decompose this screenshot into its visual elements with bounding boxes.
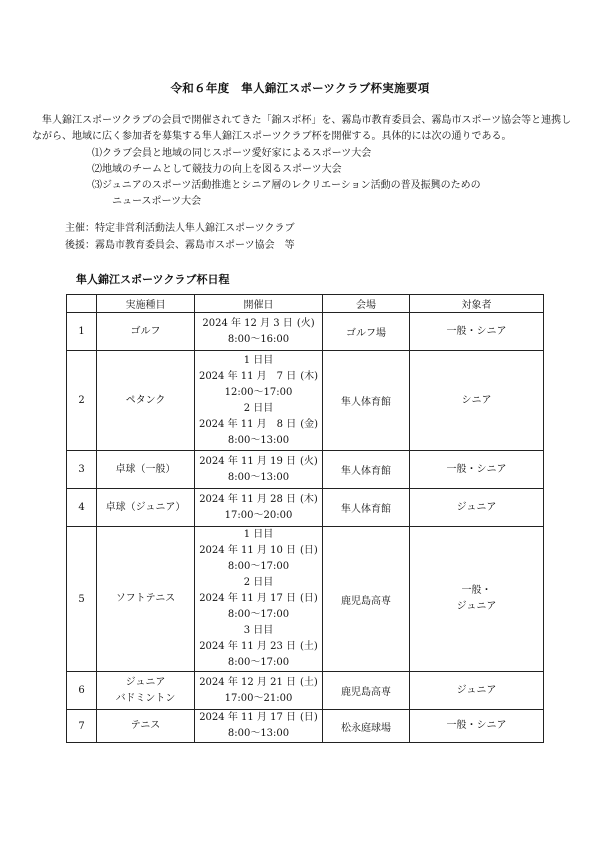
date-cell	[195, 489, 323, 527]
table-row	[67, 313, 544, 351]
schedule-body	[67, 313, 544, 743]
event-date: 2024 年 12 月 3 日	[202, 317, 293, 329]
weekday: (日)	[299, 712, 318, 723]
schedule-table	[66, 294, 544, 743]
event-date: 2024 年 11 月 23 日	[199, 641, 296, 652]
organizer-block	[65, 220, 295, 254]
venue-cell: ゴルフ場	[323, 313, 410, 351]
table-row	[67, 710, 544, 743]
header-event: 実施種目	[97, 295, 195, 313]
weekday: (日)	[299, 593, 318, 604]
row-number: 3	[67, 451, 97, 489]
event-cell	[97, 527, 195, 672]
target-audience: ジュニア	[456, 684, 497, 696]
document-title: 令和６年度 隼人錦江スポーツクラブ杯実施要項	[170, 81, 430, 95]
date-line	[195, 417, 322, 433]
event-time: 8:00～17:00	[227, 657, 290, 668]
target-cell	[410, 451, 544, 489]
row-number: 7	[67, 710, 97, 743]
table-header-row	[67, 295, 544, 313]
row-number: 4	[67, 489, 97, 527]
event-cell	[97, 672, 195, 710]
target-cell	[410, 672, 544, 710]
event-cell	[97, 451, 195, 489]
venue-cell: 鹿児島高専	[323, 672, 410, 710]
event-cell	[97, 710, 195, 743]
organizer: 主催：特定非営利活動法人隼人錦江スポーツクラブ	[65, 223, 295, 234]
event-time: 8:00～16:00	[227, 333, 290, 345]
event-name: ジュニア	[125, 676, 166, 688]
date-line	[195, 591, 322, 607]
weekday: (木)	[300, 370, 319, 382]
purpose-item: ⑶ジュニアのスポーツ活動推進とシニア層のレクリエーション活動の普及振興のための	[92, 180, 481, 191]
event-time: 17:00～20:00	[224, 509, 293, 521]
row-number: 6	[67, 672, 97, 710]
event-time: 8:00～17:00	[227, 609, 290, 620]
target-audience: 一般・シニア	[446, 325, 507, 337]
weekday: (土)	[299, 641, 318, 652]
target-audience: 一般・シニア	[446, 720, 507, 731]
schedule-title: 隼人錦江スポーツクラブ杯日程	[76, 273, 230, 286]
date-line	[195, 316, 322, 332]
weekday: (火)	[299, 455, 318, 467]
venue-cell: 隼人体育館	[323, 489, 410, 527]
date-cell	[195, 672, 323, 710]
event-name: ペタンク	[125, 394, 166, 406]
purpose-item-continuation: ニュースポーツ大会	[112, 196, 202, 207]
target-audience: ジュニア	[456, 601, 497, 612]
date-line	[195, 492, 322, 508]
target-cell	[410, 351, 544, 451]
weekday: (火)	[296, 317, 315, 329]
event-date: 2024 年 11 月 17 日	[199, 593, 296, 604]
header-date: 開催日	[195, 295, 323, 313]
event-date: 2024 年 11 月 19 日	[199, 455, 296, 467]
event-date: 2024 年 11 月 28 日	[199, 493, 296, 505]
venue-cell: 隼人体育館	[323, 351, 410, 451]
weekday: (土)	[299, 676, 318, 688]
target-audience: 一般・	[461, 585, 492, 596]
target-cell	[410, 489, 544, 527]
row-number: 2	[67, 351, 97, 451]
date-line	[195, 543, 322, 559]
event-name: ゴルフ	[130, 325, 161, 337]
intro-section	[32, 113, 572, 145]
row-number: 5	[67, 527, 97, 672]
date-line	[195, 454, 322, 470]
target-audience: シニア	[461, 394, 492, 406]
event-name: テニス	[130, 720, 161, 731]
event-time: 8:00～13:00	[227, 434, 290, 446]
event-date: 2024 年 11 月 8 日	[198, 418, 297, 430]
event-name: 卓球（一般）	[115, 463, 176, 475]
weekday: (木)	[299, 493, 318, 505]
event-date: 2024 年 11 月 7 日	[198, 370, 297, 382]
date-cell	[195, 710, 323, 743]
date-line	[195, 639, 322, 655]
venue-cell: 松永庭球場	[323, 710, 410, 743]
intro-paragraph: 隼人錦江スポーツクラブの会員で開催されてきた「錦スポ杯」を、霧島市教育委員会、霧島市スポーツ協会等と連携しながら、地域に広く参加者を募集する隼人錦江スポーツクラブ杯を開催する。具体的には次の通りである。	[32, 115, 572, 142]
event-cell	[97, 489, 195, 527]
day-label: 2 日目	[243, 577, 274, 588]
table-row	[67, 672, 544, 710]
day-label: 1 日目	[243, 354, 274, 366]
date-cell	[195, 451, 323, 489]
header-number	[67, 295, 97, 313]
purpose-list	[92, 146, 481, 210]
target-cell	[410, 313, 544, 351]
event-date: 2024 年 11 月 17 日	[199, 712, 296, 723]
table-row	[67, 451, 544, 489]
date-cell	[195, 313, 323, 351]
event-date: 2024 年 12 月 21 日	[199, 676, 296, 688]
table-row	[67, 527, 544, 672]
day-label: 1 日目	[243, 529, 274, 540]
target-audience: 一般・シニア	[446, 463, 507, 475]
event-name: ソフトテニス	[115, 593, 176, 604]
event-name: バドミントン	[115, 692, 176, 704]
date-line	[195, 369, 322, 385]
header-venue: 会場	[323, 295, 410, 313]
event-date: 2024 年 11 月 10 日	[199, 545, 296, 556]
target-audience: ジュニア	[456, 501, 497, 513]
event-cell	[97, 351, 195, 451]
date-cell	[195, 527, 323, 672]
event-time: 17:00～21:00	[224, 692, 293, 704]
date-line	[195, 675, 322, 691]
purpose-item: ⑵地域のチームとして競技力の向上を図るスポーツ大会	[92, 164, 342, 175]
day-label: 2 日目	[243, 402, 274, 414]
target-cell	[410, 710, 544, 743]
day-label: 3 日目	[243, 625, 274, 636]
row-number: 1	[67, 313, 97, 351]
header-target: 対象者	[410, 295, 544, 313]
date-cell	[195, 351, 323, 451]
event-time: 8:00～17:00	[227, 561, 290, 572]
venue-cell: 隼人体育館	[323, 451, 410, 489]
weekday: (金)	[300, 418, 319, 430]
table-row	[67, 351, 544, 451]
supporter: 後援：霧島市教育委員会、霧島市スポーツ協会 等	[65, 240, 295, 251]
weekday: (日)	[299, 545, 318, 556]
purpose-item: ⑴クラブ会員と地域の同じスポーツ愛好家によるスポーツ大会	[92, 148, 372, 159]
event-name: 卓球（ジュニア）	[105, 501, 186, 513]
target-cell	[410, 527, 544, 672]
event-cell	[97, 313, 195, 351]
event-time: 12:00～17:00	[224, 386, 293, 398]
date-line	[195, 710, 322, 726]
event-time: 8:00～13:00	[227, 728, 290, 739]
venue-cell: 鹿児島高専	[323, 527, 410, 672]
table-row	[67, 489, 544, 527]
event-time: 8:00～13:00	[227, 471, 290, 483]
